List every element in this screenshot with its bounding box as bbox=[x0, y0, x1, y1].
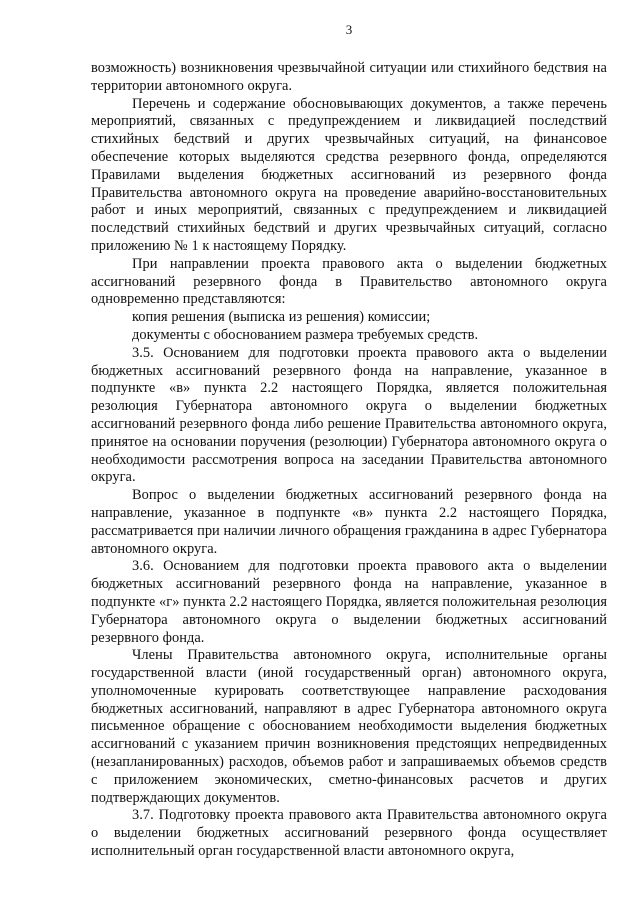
paragraph-continuation: возможность) возникновения чрезвычайной ситуации или стихийного бедствия на территории автономного округа. bbox=[91, 60, 607, 94]
page-number: 3 bbox=[345, 22, 353, 37]
paragraph-clause-3-5: 3.5. Основанием для подготовки проекта правового акта о выделении бюджетных ассигнований резервного фонда на направление, указанное в подпункте «в» пункта 2.2 настоящего Порядка, является положительная резолюция Губернатора автономного округа о выделении бюджетных ассигнований резервного фонда либо решение Правительства автономного округа, принятое на основании поручения (резолюции) Губернатора автономного округа о необходимости рассмотрения вопроса на заседании Правительства автономного округа. bbox=[91, 344, 607, 486]
document-page bbox=[91, 22, 607, 861]
paragraph-citizen-appeal: Вопрос о выделении бюджетных ассигнований резервного фонда на направление, указанное в подпункте «в» пункта 2.2 настоящего Порядка, рассматривается при наличии личного обращения гражданина в адрес Губернатора автономного округа. bbox=[91, 487, 607, 557]
paragraph-clause-3-6: 3.6. Основанием для подготовки проекта правового акта о выделении бюджетных ассигнований резервного фонда на направление, указанное в подпункте «г» пункта 2.2 настоящего Порядка, является положительная резолюция Губернатора автономного округа о выделении бюджетных ассигнований резервного фонда. bbox=[91, 558, 607, 646]
paragraph-clause-3-7: 3.7. Подготовку проекта правового акта Правительства автономного округа о выделении бюджетных ассигнований резервного фонда осуществляет исполнительный орган государственной власти автономного округа, bbox=[91, 807, 607, 860]
paragraph-government-members: Члены Правительства автономного округа, исполнительные органы государственной власти (иной государственный орган) автономного округа, уполномоченные курировать соответствующее направление расходования бюджетных ассигнований, направляют в адрес Губернатора автономного округа письменное обращение с обоснованием необходимости выделения бюджетных ассигнований с указанием причин возникновения предстоящих непредвиденных (незапланированных) расходов, объемов работ и запрашиваемых объемов средств с приложением экономических, сметно-финансовых расчетов и других подтверждающих документов. bbox=[91, 647, 607, 806]
paragraph-justification-documents: документы с обоснованием размера требуемых средств. bbox=[132, 326, 479, 343]
paragraph-commission-decision: копия решения (выписка из решения) комиссии; bbox=[132, 309, 431, 326]
paragraph-supporting-documents: Перечень и содержание обосновывающих документов, а также перечень мероприятий, связанных с предупреждением и ликвидацией последствий стихийных бедствий и других чрезвычайных ситуаций, на финансовое обеспечение которых выделяются средства резервного фонда, определяются Правилами выделения бюджетных ассигнований из резервного фонда Правительства автономного округа на проведение аварийно-восстановительных работ и иных мероприятий, связанных с предупреждением и ликвидацией последствий стихийных бедствий и других чрезвычайных ситуаций, согласно приложению № 1 к настоящему Порядку. bbox=[91, 95, 607, 254]
paragraph-submission: При направлении проекта правового акта о выделении бюджетных ассигнований резервного фонда в Правительство автономного округа одновременно представляются: bbox=[91, 255, 607, 308]
